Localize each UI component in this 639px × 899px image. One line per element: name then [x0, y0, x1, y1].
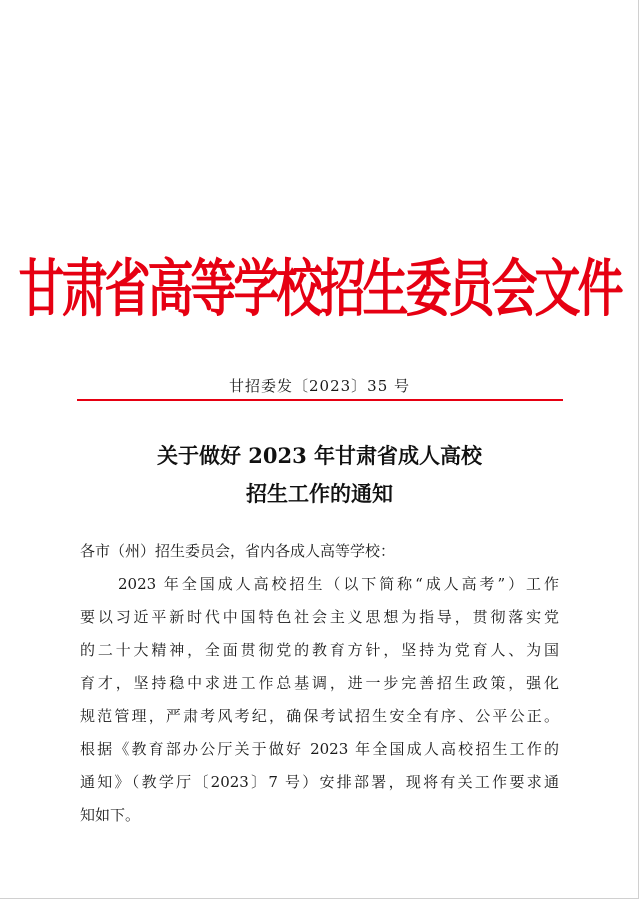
red-divider-line — [77, 399, 563, 401]
body-line: 要以习近平新时代中国特色社会主义思想为指导，贯彻落实党 — [80, 608, 559, 626]
document-number: 甘招委发〔2023〕35 号 — [228, 377, 411, 395]
body-line: 的二十大精神，全面贯彻党的教育方针，坚持为党育人、为国 — [80, 641, 559, 659]
body-line: 2023 年全国成人高校招生（以下简称“成人高考”）工作 — [118, 575, 559, 593]
body-line: 通知》（教学厅〔2023〕7 号）安排部署，现将有关工作要求通 — [80, 773, 559, 791]
body-line: 育才，坚持稳中求进工作总基调，进一步完善招生政策，强化 — [80, 674, 559, 692]
body-line: 知如下。 — [80, 806, 141, 824]
body-line: 规范管理，严肃考风考纪，确保考试招生安全有序、公平公正。 — [80, 707, 559, 725]
notice-title-line-1: 关于做好 2023 年甘肃省成人高校 — [156, 443, 483, 468]
body-line: 根据《教育部办公厅关于做好 2023 年全国成人高校招生工作的 — [80, 740, 559, 758]
document-masthead: 甘肃省高等学校招生委员会文件 — [18, 252, 621, 326]
salutation: 各市（州）招生委员会，省内各成人高等学校： — [80, 542, 396, 560]
notice-title-line-2: 招生工作的通知 — [246, 481, 393, 506]
